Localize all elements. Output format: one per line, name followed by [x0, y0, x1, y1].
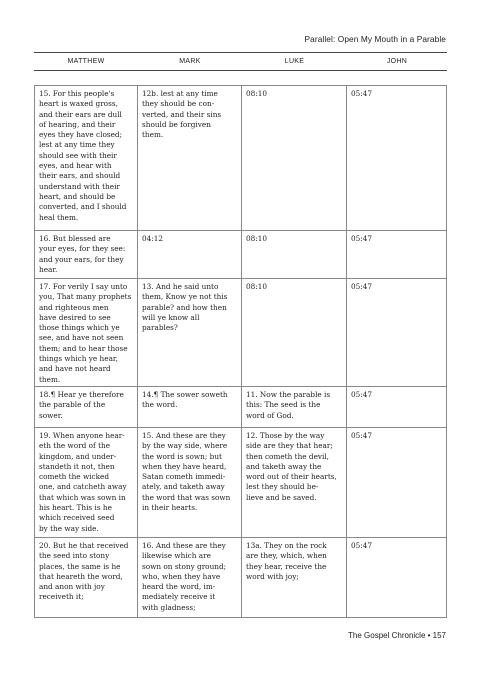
matthew-cell: 15. For this people's heart is waxed gross, and their ears are dull of hearing, and their eyes they have closed; lest at any time they should see with their eyes, and hear with their ears, and should understand with their heart, and should be converted, and I should heal them. — [34, 86, 138, 230]
page-footer: The Gospel Chronicle • 157 — [348, 631, 446, 640]
matthew-cell: 17. For verily I say unto you, That many prophets and righteous men have desired to see those things which ye see, and have not seen them; and to hear those things which ye hear, and have not heard them. — [34, 279, 138, 386]
mark-cell: 13. And he said unto them, Know ye not this parable? and how then will ye know all parables? — [138, 279, 242, 386]
mark-cell: 15. And these are they by the way side, where the word is sown; but when they have heard, Satan cometh immedi- ately, and taketh away the word that was sown in their hearts. — [138, 428, 242, 537]
table-row — [34, 231, 447, 279]
column-header-john: JOHN — [386, 58, 408, 65]
mark-cell: 04:12 — [138, 231, 242, 278]
luke-cell: 13a. They on the rock are they, which, when they hear, receive the word with joy; — [242, 538, 347, 617]
john-cell: 05:47 — [347, 428, 447, 537]
column-header-matthew: MATTHEW — [67, 58, 105, 65]
luke-cell: 11. Now the parable is this: The seed is the word of God. — [242, 387, 347, 427]
luke-cell: 08:10 — [242, 231, 347, 278]
column-header-row — [34, 52, 447, 71]
john-cell: 05:47 — [347, 279, 447, 386]
parallel-table — [34, 85, 447, 618]
matthew-cell: 16. But blessed are your eyes, for they see: and your ears, for they hear. — [34, 231, 138, 278]
table-row — [34, 428, 447, 538]
luke-cell: 12. Those by the way side are they that hear; then cometh the devil, and taketh away the word out of their hearts, lest they should be- lieve and be saved. — [242, 428, 347, 537]
page-header-title: Parallel: Open My Mouth in a Parable — [304, 34, 446, 44]
matthew-cell: 20. But he that received the seed into stony places, the same is he that heareth the word, and anon with joy receiveth it; — [34, 538, 138, 617]
mark-cell: 12b. lest at any time they should be con- verted, and their sins should be forgiven them. — [138, 86, 242, 230]
john-cell: 05:47 — [347, 387, 447, 427]
luke-cell: 08:10 — [242, 279, 347, 386]
column-header-luke: LUKE — [284, 58, 305, 65]
john-cell: 05:47 — [347, 538, 447, 617]
luke-cell: 08:10 — [242, 86, 347, 230]
john-cell: 05:47 — [347, 231, 447, 278]
matthew-cell: 19. When anyone hear- eth the word of the kingdom, and under- standeth it not, then cometh the wicked one, and catcheth away that which was sown in his heart. This is he which received seed by the way side. — [34, 428, 138, 537]
column-header-mark: MARK — [179, 58, 201, 65]
matthew-cell: 18.¶ Hear ye therefore the parable of the sower. — [34, 387, 138, 427]
table-row — [34, 86, 447, 231]
mark-cell: 14.¶ The sower soweth the word. — [138, 387, 242, 427]
table-row — [34, 279, 447, 387]
john-cell: 05:47 — [347, 86, 447, 230]
table-row — [34, 387, 447, 428]
mark-cell: 16. And these are they likewise which are sown on stony ground; who, when they have heard the word, im- mediately receive it with gladness; — [138, 538, 242, 617]
table-row — [34, 538, 447, 618]
